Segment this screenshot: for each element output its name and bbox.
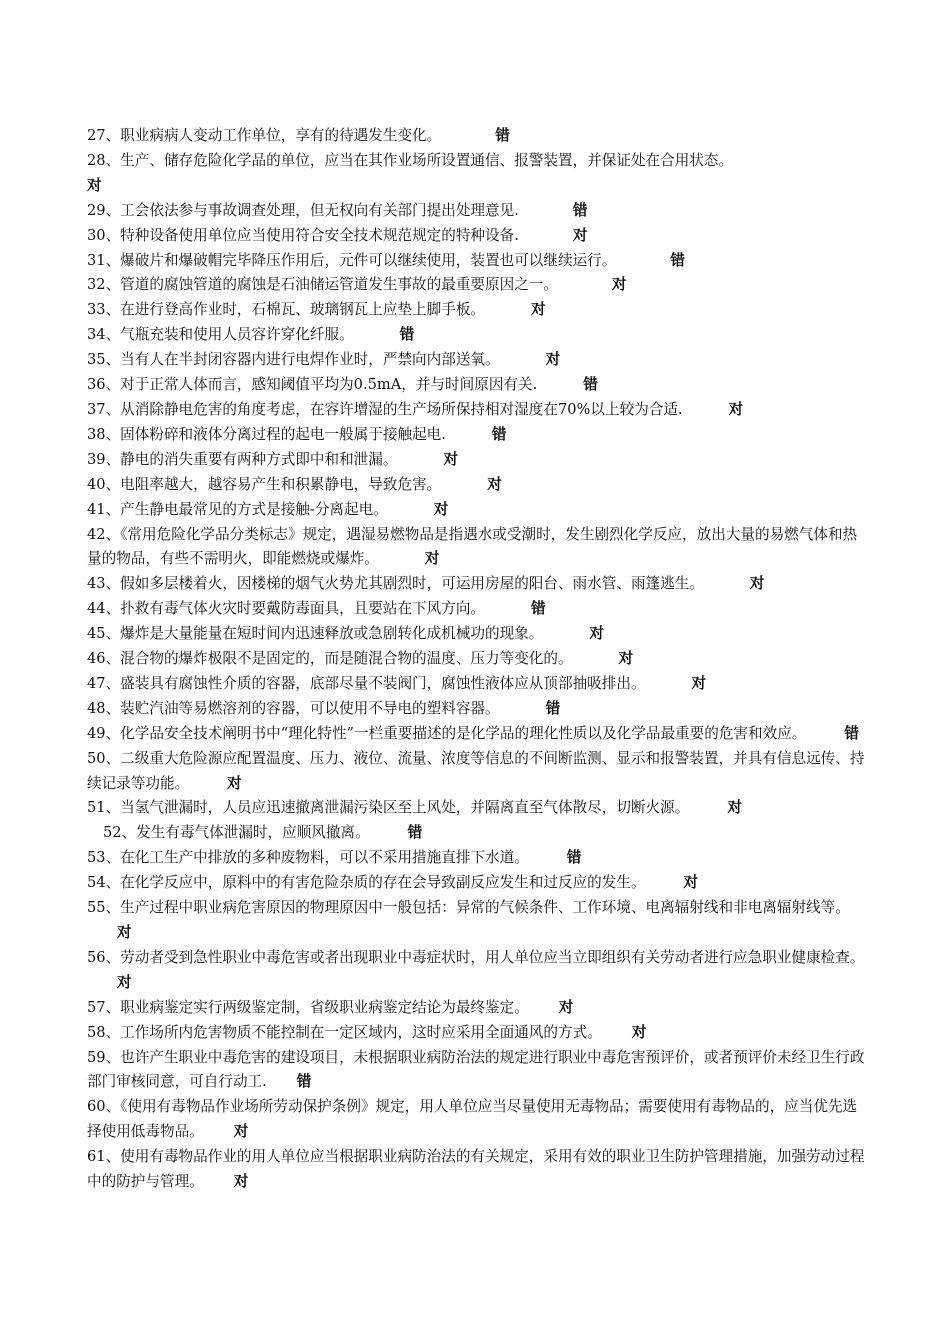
question-text: 60、《使用有毒物品作业场所劳动保护条例》规定，用人单位应当尽量使用无毒物品；需要使用有毒物品的，应当优先选择使用低毒物品。 — [87, 1098, 858, 1141]
question-item — [87, 647, 867, 672]
question-text: 41、产生静电最常见的方式是接触-分离起电。 — [87, 500, 388, 518]
question-text: 56、劳动者受到急性职业中毒危害或者出现职业中毒症状时，用人单位应当立即组织有关劳动者进行应急职业健康检查。 — [87, 948, 865, 966]
question-item — [87, 498, 867, 523]
answer-mark: 错 — [531, 600, 546, 618]
question-item — [87, 896, 867, 946]
question-item — [87, 1145, 867, 1195]
question-item — [87, 747, 867, 797]
question-text: 32、管道的腐蚀管道的腐蚀是石油储运管道发生事故的最重要原因之一。 — [87, 276, 558, 294]
answer-mark: 对 — [87, 176, 102, 194]
question-item — [87, 273, 867, 298]
answer-mark: 错 — [296, 1073, 312, 1091]
answer-mark: 错 — [844, 724, 860, 742]
question-text: 51、当氢气泄漏时，人员应迅速撤离泄漏污染区至上风处，并隔离直至气体散尽，切断火源。 — [87, 799, 690, 817]
answer-mark: 对 — [117, 973, 132, 991]
answer-mark: 对 — [433, 500, 449, 518]
question-item — [87, 821, 867, 846]
answer-mark: 错 — [572, 201, 588, 219]
question-text: 28、生产、储存危险化学品的单位，应当在其作业场所设置通信、报警装置，并保证处在合用状态。 — [87, 151, 734, 169]
question-text: 45、爆炸是大量能量在短时间内迅速释放或急剧转化成机械功的现象。 — [87, 625, 544, 643]
question-text: 31、爆破片和爆破帽完毕降压作用后，元件可以继续使用，装置也可以继续运行。 — [87, 251, 617, 269]
answer-mark: 错 — [399, 326, 415, 344]
question-item — [87, 796, 867, 821]
answer-mark: 对 — [487, 475, 502, 493]
question-item — [87, 996, 867, 1021]
question-text: 33、在进行登高作业时，石棉瓦、玻璃钢瓦上应垫上脚手板。 — [87, 301, 486, 319]
answer-mark: 对 — [618, 650, 634, 668]
answer-mark: 对 — [683, 874, 699, 892]
question-item — [87, 199, 867, 224]
answer-mark: 对 — [572, 226, 588, 244]
question-text: 36、对于正常人体而言，感知阈值平均为0.5mA，并与时间原因有关. — [87, 376, 538, 394]
question-item — [87, 124, 867, 149]
question-text: 50、二级重大危险源应配置温度、压力、液位、流量、浓度等信息的不间断监测、显示和报警装置，并具有信息远传、持续记录等功能。 — [87, 749, 865, 792]
question-text: 43、假如多层楼着火，因楼梯的烟气火势尤其剧烈时，可运用房屋的阳台、雨水管、雨篷逃生。 — [87, 575, 704, 593]
question-list — [87, 124, 867, 1195]
question-item — [87, 348, 867, 373]
answer-mark: 对 — [531, 301, 546, 319]
question-item — [87, 423, 867, 448]
question-item — [87, 871, 867, 896]
question-text: 34、气瓶充装和使用人员容许穿化纤服。 — [87, 326, 354, 344]
answer-mark: 错 — [545, 699, 561, 717]
question-item — [87, 846, 867, 871]
question-text: 53、在化工生产中排放的多种废物料，可以不采用措施直排下水道。 — [87, 849, 529, 867]
answer-mark: 对 — [691, 674, 707, 692]
question-text: 61、使用有毒物品作业的用人单位应当根据职业病防治法的有关规定，采用有效的职业卫生防护管理措施，加强劳动过程中的防护与管理。 — [87, 1148, 865, 1191]
question-item — [87, 597, 867, 622]
question-item — [87, 149, 867, 199]
answer-mark: 对 — [558, 998, 574, 1016]
question-item — [87, 622, 867, 647]
question-text: 39、静电的消失重要有两种方式即中和和泄漏。 — [87, 450, 398, 468]
question-item — [87, 697, 867, 722]
question-text: 29、工会依法参与事故调查处理，但无权向有关部门提出处理意见. — [87, 201, 519, 219]
question-item — [87, 249, 867, 274]
question-item — [87, 398, 867, 423]
question-item — [87, 946, 867, 996]
question-text: 46、混合物的爆炸极限不是固定的，而是随混合物的温度、压力等变化的。 — [87, 650, 573, 668]
question-item — [87, 572, 867, 597]
question-text: 59、也许产生职业中毒危害的建设项目，未根据职业病防治法的规定进行职业中毒危害预评价，或者预评价未经卫生行政部门审核同意，可自行动工. — [87, 1048, 865, 1091]
answer-mark: 错 — [407, 824, 423, 842]
question-text: 48、装贮汽油等易燃溶剂的容器，可以使用不导电的塑料容器。 — [87, 699, 500, 717]
question-item — [87, 1021, 867, 1046]
question-text: 57、职业病鉴定实行两级鉴定制，省级职业病鉴定结论为最终鉴定。 — [87, 998, 529, 1016]
answer-mark: 错 — [495, 127, 510, 144]
answer-mark: 对 — [117, 924, 132, 941]
question-text: 35、当有人在半封闭容器内进行电焊作业时，严禁向内部送氧。 — [87, 351, 500, 369]
question-text: 37、从消除静电危害的角度考虑，在容许增湿的生产场所保持相对湿度在70%以上较为合适. — [87, 400, 683, 418]
question-text: 44、扑救有毒气体火灾时要戴防毒面具，且要站在下风方向。 — [87, 600, 486, 618]
answer-mark: 对 — [611, 276, 627, 294]
answer-mark: 对 — [727, 799, 742, 817]
answer-mark: 对 — [749, 575, 765, 593]
answer-mark: 对 — [728, 400, 744, 418]
question-text: 42、《常用危险化学品分类标志》规定，遇湿易燃物品是指遇水或受潮时，发生剧烈化学反应，放出大量的易燃气体和热量的物品，有些不需明火，即能燃烧或爆炸。 — [87, 525, 858, 568]
question-item — [87, 523, 867, 573]
answer-mark: 对 — [233, 1173, 249, 1191]
question-text: 40、电阻率越大，越容易产生和积累静电，导致危害。 — [87, 475, 442, 493]
question-item — [87, 298, 867, 323]
question-text: 54、在化学反应中，原料中的有害危险杂质的存在会导致副反应发生和过反应的发生。 — [87, 874, 646, 892]
question-item — [87, 722, 867, 747]
question-item — [87, 224, 867, 249]
answer-mark: 对 — [233, 1123, 249, 1141]
answer-mark: 对 — [424, 550, 440, 568]
answer-mark: 对 — [589, 625, 604, 643]
question-text: 52、发生有毒气体泄漏时，应顺风撤离。 — [103, 824, 370, 842]
question-text: 58、工作场所内危害物质不能控制在一定区域内，这时应采用全面通风的方式。 — [87, 1023, 602, 1041]
answer-mark: 错 — [583, 376, 598, 394]
question-text: 30、特种设备使用单位应当使用符合安全技术规范规定的特种设备. — [87, 226, 519, 244]
question-text: 55、生产过程中职业病危害原因的物理原因中一般包括：异常的气候条件、工作环境、电离辐射线和非电离辐射线等。 — [87, 899, 850, 917]
answer-mark: 错 — [566, 849, 582, 867]
question-item — [87, 1095, 867, 1145]
answer-mark: 错 — [491, 425, 507, 443]
answer-mark: 对 — [443, 450, 459, 468]
question-item — [87, 323, 867, 348]
question-item — [87, 672, 867, 697]
question-text: 47、盛装具有腐蚀性介质的容器，底部尽量不装阀门，腐蚀性液体应从顶部抽吸排出。 — [87, 674, 646, 692]
question-text: 38、固体粉碎和液体分离过程的起电一般属于接触起电. — [87, 425, 446, 443]
question-item — [87, 1046, 867, 1096]
question-item — [87, 373, 867, 398]
answer-mark: 对 — [227, 774, 242, 792]
question-text: 27、职业病病人变动工作单位，享有的待遇发生变化。 — [87, 127, 442, 144]
answer-mark: 对 — [631, 1023, 647, 1041]
question-item — [87, 473, 867, 498]
answer-mark: 错 — [670, 251, 685, 269]
question-item — [87, 448, 867, 473]
answer-mark: 对 — [545, 351, 561, 369]
question-text: 49、化学品安全技术阐明书中“理化特性”一栏重要描述的是化学品的理化性质以及化学品最重要的危害和效应。 — [87, 724, 807, 742]
